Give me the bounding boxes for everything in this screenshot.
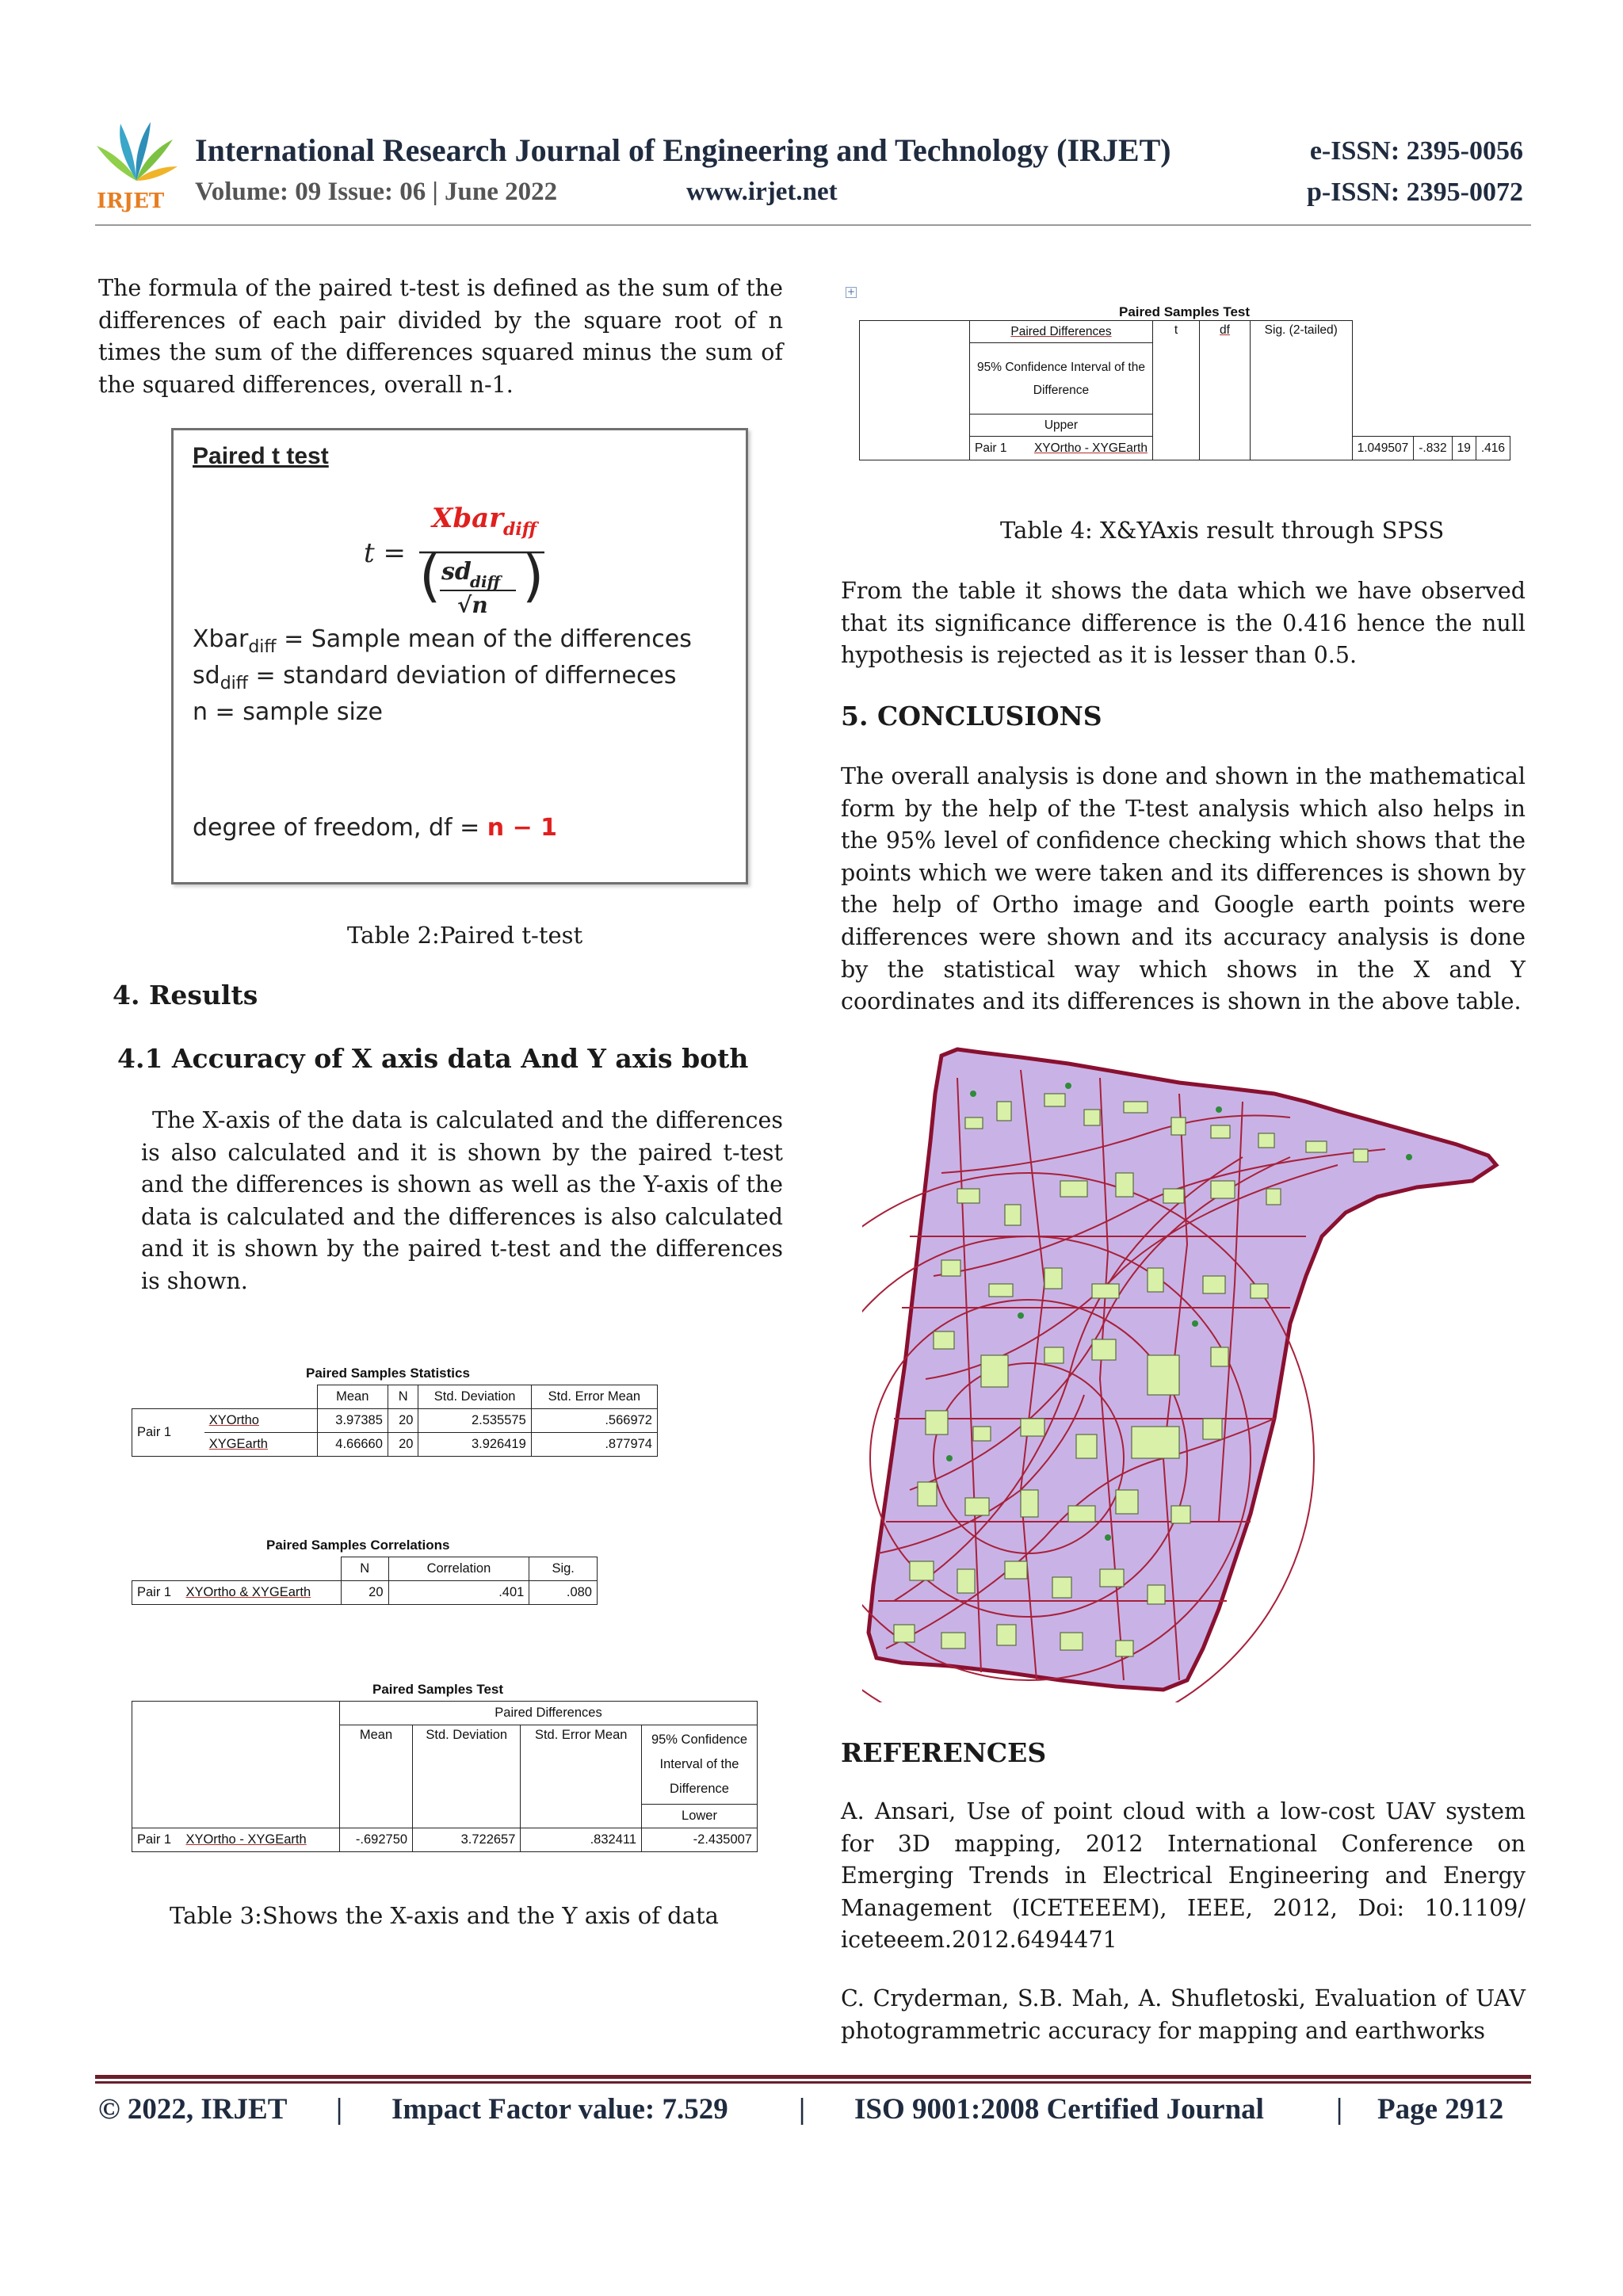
cell-df: 19 [1452,437,1476,460]
degree-of-freedom: degree of freedom, df = n − 1 [193,814,558,842]
cell-n: 20 [388,1409,418,1433]
section-4-heading: 4. Results [113,980,258,1010]
col-header: Correlation [388,1557,529,1581]
table-row [132,1828,758,1852]
cell-correlation: .401 [388,1581,529,1605]
table-row [132,1433,658,1457]
volume-info: Volume: 09 Issue: 06 | June 2022 [195,178,558,206]
col-header: Std. Error Mean [531,1385,657,1409]
paired-samples-statistics-table [132,1385,658,1457]
formula-lhs: t = [364,537,406,569]
col-header: df [1200,321,1251,460]
col-header: Sig. (2-tailed) [1250,321,1352,460]
journal-title: International Research Journal of Engineering and Technology (IRJET) [195,132,1171,168]
table3-caption: Table 3:Shows the X-axis and the Y axis of data [170,1902,719,1929]
footer-divider [95,2075,1531,2079]
p-issn: p-ISSN: 2395-0072 [1307,178,1523,207]
col-header: Std. Deviation [418,1385,531,1409]
formula-sqrt-n: √n [457,592,488,613]
test-table-title: Paired Samples Test [372,1682,504,1697]
cell-n: 20 [342,1581,389,1605]
cell-sd: 3.722657 [413,1828,521,1852]
formula-numerator: Xbar [432,502,504,534]
header-divider [95,224,1531,226]
logo-leaves-icon [97,122,178,181]
variable-name: XYGEarth [204,1433,317,1457]
col-header: Mean [340,1725,413,1828]
reference-2: C. Cryderman, S.B. Mah, A. Shufletoski, Evaluation of UAV photogrammetric accuracy for mapping and earthworks [841,1985,1526,2044]
cell-mean: -.692750 [340,1828,413,1852]
col-header: Mean [317,1385,388,1409]
paired-samples-test-table [132,1701,758,1852]
stats-table-title: Paired Samples Statistics [306,1366,470,1381]
footer-separator: | [1336,2093,1343,2126]
cell-lower: -2.435007 [642,1828,758,1852]
table-row [132,1409,658,1433]
results-paragraph: The X-axis of the data is calculated and the differences is also calculated and it is shown by the paired t-test and the differences is shown as well as the Y-axis of the data is calculated and the differences is also calculated and it is shown by the paired t-test and the differences is shown. [141,1107,783,1294]
col-header: Sig. [529,1557,598,1581]
cell-se: .832411 [521,1828,642,1852]
ci-header: 95% Confidence Interval of the Difference [970,343,1153,415]
definition-xbar: Xbar$_{diff}$ = Sample mean of the differences [193,625,692,657]
pair-cell: Pair 1 XYOrtho & XYGEarth [132,1581,342,1605]
cell-mean: 4.66660 [317,1433,388,1457]
cell-se: .877974 [531,1433,657,1457]
footer-divider-thin [95,2081,1531,2084]
pair-cell: Pair 1 XYOrtho - XYGEarth [970,437,1153,460]
col-header: Std. Error Mean [521,1725,642,1828]
definition-n: n = sample size [193,698,383,726]
expand-icon: + [846,286,856,297]
table-row [132,1581,598,1605]
sub-header: Lower [642,1805,758,1828]
study-area-map [862,1046,1503,1702]
table-row [132,1702,758,1725]
cell-t: -.832 [1414,437,1452,460]
cell-n: 20 [388,1433,418,1457]
corr-table-title: Paired Samples Correlations [266,1538,450,1553]
group-header: Paired Differences [340,1702,758,1725]
footer-separator: | [799,2093,806,2126]
t-formula-graphic [364,494,554,613]
conclusion-paragraph: The overall analysis is done and shown in the mathematical form by the help of the T-test analysis which also helps in the 95% level of confidence checking which shows that the points which we were taken and its differences is shown by the help of Ortho image and Google earth points were differences were shown and its accuracy analysis is done by the statistical way which shows in the X and Y coordinates and its differences is shown in the above table. [841,763,1526,1015]
paired-samples-correlations-table [132,1557,598,1605]
formula-sd-sub: diff [470,572,501,591]
cell-sd: 2.535575 [418,1409,531,1433]
col-header: 95% Confidence Interval of the Difference [642,1725,758,1805]
table4-caption: Table 4: X&YAxis result through SPSS [1000,517,1445,544]
e-issn: e-ISSN: 2395-0056 [1309,136,1523,166]
pair-cell: Pair 1 XYOrtho - XYGEarth [132,1828,340,1852]
cell-sig: .080 [529,1581,598,1605]
table-discussion-paragraph: From the table it shows the data which we have observed that its significance difference is the 0.416 hence the null hypothesis is rejected as it is lesser than 0.5. [841,578,1526,669]
footer-separator: | [336,2093,343,2126]
paired-t-test-formula-box [171,428,748,884]
group-header: Paired Differences [970,321,1153,343]
table-row [860,321,1510,343]
sub-header: Upper [970,415,1153,437]
variable-name: XYOrtho [204,1409,317,1433]
cell-se: .566972 [531,1409,657,1433]
table-row [132,1385,658,1409]
references-heading: REFERENCES [841,1737,1047,1768]
cell-mean: 3.97385 [317,1409,388,1433]
footer-impact-factor: Impact Factor value: 7.529 [391,2093,728,2126]
reference-1: A. Ansari, Use of point cloud with a low-cost UAV system for 3D mapping, 2012 International Conference on Emerging Trends in Electrical Engineering and Energy Management (ICETEEEM), IEEE, 2012, Doi: 10.1109/ iceteeem.2012.6494471 [841,1798,1526,1954]
test-table2-title: Paired Samples Test [1119,304,1251,319]
footer-page-number: Page 2912 [1377,2093,1504,2126]
col-header: N [342,1557,389,1581]
intro-paragraph: The formula of the paired t-test is defined as the sum of the differences of each pair divided by the square root of n times the sum of the differences squared minus the sum of the squared differences, overall n-1. [98,275,783,398]
col-header: Std. Deviation [413,1725,521,1828]
irjet-logo [94,117,179,212]
cell-upper: 1.049507 [1352,437,1414,460]
logo-text: IRJET [97,189,165,212]
section-4-1-heading: 4.1 Accuracy of X axis data And Y axis both [117,1043,749,1074]
svg-text:): ) [522,544,544,609]
cell-sd: 3.926419 [418,1433,531,1457]
journal-website[interactable]: www.irjet.net [686,178,838,206]
cell-sig: .416 [1476,437,1510,460]
section-5-heading: 5. CONCLUSIONS [841,701,1102,732]
formula-title: Paired t test [193,443,329,469]
col-header: N [388,1385,418,1409]
formula-sd: sd [441,558,472,586]
paired-samples-test-table-continued [859,320,1510,460]
pair-label: Pair 1 [132,1409,204,1457]
table2-caption: Table 2:Paired t-test [347,922,583,949]
footer-copyright: © 2022, IRJET [98,2093,288,2126]
formula-numerator-sub: diff [503,519,537,540]
footer-iso: ISO 9001:2008 Certified Journal [854,2093,1264,2126]
svg-text:(: ( [419,544,441,609]
col-header: t [1152,321,1199,460]
table-row [132,1557,598,1581]
definition-sd: $sd_{diff}$ = standard deviation of differneces [193,662,677,693]
